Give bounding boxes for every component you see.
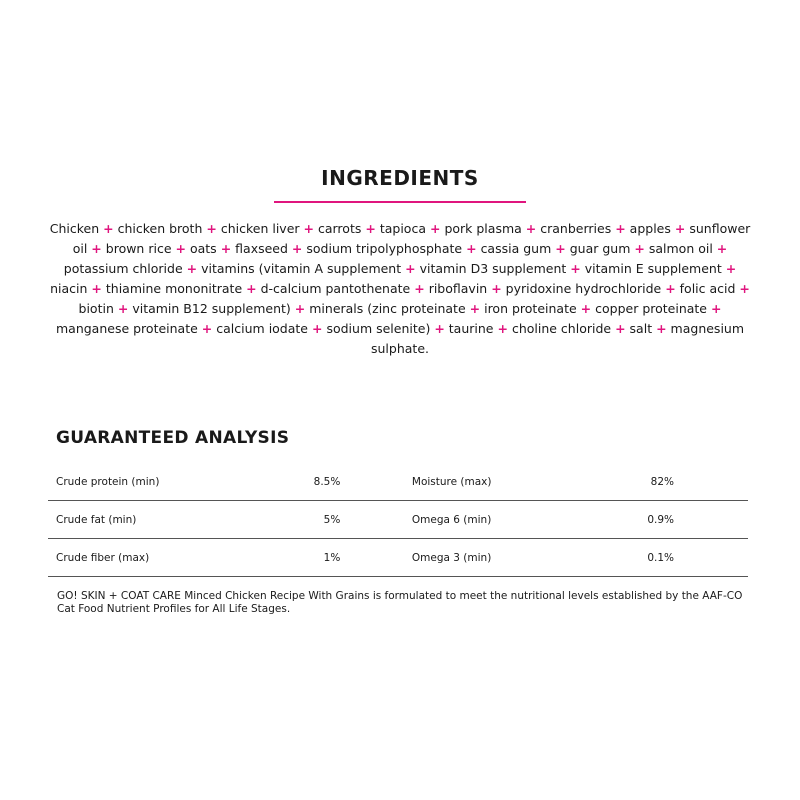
ingredient-item: vitamin D3 supplement (419, 261, 567, 276)
ingredient-item: potassium chloride (63, 261, 183, 276)
analysis-value: 1% (271, 539, 343, 577)
ingredient-item: riboflavin (428, 281, 488, 296)
ingredient-item: vitamin E supplement (584, 261, 722, 276)
separator-plus: + (725, 261, 737, 276)
ingredient-item: minerals (zinc proteinate (309, 301, 466, 316)
ingredient-item: sodium selenite) (326, 321, 431, 336)
separator-plus: + (405, 261, 416, 276)
separator-plus: + (469, 301, 481, 316)
separator-plus: + (91, 281, 102, 296)
ingredient-item: taurine (448, 321, 494, 336)
ingredient-item: chicken broth (117, 221, 203, 236)
ingredient-item: iron proteinate (484, 301, 577, 316)
ingredient-item: sodium tripolyphosphate (306, 241, 463, 256)
guaranteed-analysis-title: GUARANTEED ANALYSIS (56, 428, 290, 448)
ingredient-item: niacin (50, 281, 88, 296)
separator-plus: + (739, 281, 750, 296)
separator-plus: + (91, 241, 102, 256)
ingredient-item: choline chloride (511, 321, 612, 336)
separator-plus: + (414, 281, 425, 296)
ingredient-item: pork plasma (444, 221, 522, 236)
spacer-cell (342, 539, 412, 577)
ingredient-item: flaxseed (235, 241, 288, 256)
ingredient-item: guar gum (569, 241, 631, 256)
separator-plus: + (429, 221, 441, 236)
separator-plus: + (175, 241, 186, 256)
ingredient-item: chicken liver (220, 221, 300, 236)
analysis-value: 5% (271, 501, 343, 539)
ingredient-item: brown rice (105, 241, 172, 256)
separator-plus: + (206, 221, 217, 236)
separator-plus: + (201, 321, 213, 336)
ingredient-item: oats (189, 241, 217, 256)
separator-plus: + (570, 261, 581, 276)
separator-plus: + (303, 221, 314, 236)
separator-plus: + (634, 241, 645, 256)
ingredient-item: apples (629, 221, 671, 236)
ingredient-item: biotin (78, 301, 114, 316)
separator-plus: + (246, 281, 257, 296)
separator-plus: + (497, 321, 508, 336)
analysis-row (48, 463, 748, 501)
separator-plus: + (365, 221, 376, 236)
separator-plus: + (294, 301, 306, 316)
ingredient-item: Chicken (49, 221, 100, 236)
separator-plus: + (665, 281, 676, 296)
separator-plus: + (580, 301, 592, 316)
ingredient-item: salmon oil (648, 241, 713, 256)
ingredient-item: manganese proteinate (55, 321, 198, 336)
analysis-label: Omega 3 (min) (412, 539, 626, 577)
ingredient-item: magnesium sulphate. (371, 321, 745, 356)
separator-plus: + (674, 221, 686, 236)
separator-plus: + (615, 221, 626, 236)
separator-plus: + (117, 301, 129, 316)
separator-plus: + (716, 241, 728, 256)
separator-plus: + (555, 241, 566, 256)
analysis-label: Crude fiber (max) (48, 539, 271, 577)
ingredient-item: pyridoxine hydrochloride (505, 281, 662, 296)
ingredient-item: sunflower oil (72, 221, 751, 256)
separator-plus: + (466, 241, 477, 256)
ingredient-item: copper proteinate (595, 301, 708, 316)
ingredient-item: vitamin B12 supplement) (132, 301, 291, 316)
ingredient-item: calcium iodate (216, 321, 308, 336)
analysis-value: 0.1% (626, 539, 748, 577)
separator-plus: + (711, 301, 722, 316)
ingredient-item: salt (629, 321, 653, 336)
ingredients-underline (274, 201, 526, 203)
separator-plus: + (525, 221, 537, 236)
ingredient-item: vitamins (vitamin A supplement (201, 261, 402, 276)
ingredient-item: cranberries (540, 221, 612, 236)
ingredients-title: INGREDIENTS (321, 166, 479, 190)
analysis-row (48, 539, 748, 577)
separator-plus: + (434, 321, 445, 336)
separator-plus: + (220, 241, 232, 256)
analysis-label: Crude fat (min) (48, 501, 271, 539)
separator-plus: + (311, 321, 323, 336)
separator-plus: + (615, 321, 626, 336)
ingredient-item: cassia gum (480, 241, 552, 256)
ingredient-item: d-calcium pantothenate (260, 281, 411, 296)
analysis-label: Omega 6 (min) (412, 501, 626, 539)
separator-plus: + (186, 261, 198, 276)
analysis-value: 0.9% (626, 501, 748, 539)
footnote: GO! SKIN + COAT CARE Minced Chicken Recipe With Grains is formulated to meet the nutritional levels established by the AAF-CO Cat Food Nutrient Profiles for All Life Stages. (57, 590, 743, 615)
ingredients-list (46, 219, 754, 359)
separator-plus: + (103, 221, 114, 236)
ingredient-item: folic acid (679, 281, 736, 296)
guaranteed-analysis-table (48, 463, 748, 577)
separator-plus: + (656, 321, 667, 336)
spacer-cell (342, 501, 412, 539)
separator-plus: + (291, 241, 303, 256)
analysis-label: Crude protein (min) (48, 463, 271, 501)
analysis-label: Moisture (max) (412, 463, 626, 501)
spacer-cell (342, 463, 412, 501)
ingredient-item: carrots (317, 221, 362, 236)
separator-plus: + (491, 281, 502, 296)
analysis-value: 82% (626, 463, 748, 501)
ingredient-item: tapioca (379, 221, 426, 236)
ingredient-item: thiamine mononitrate (105, 281, 243, 296)
analysis-value: 8.5% (271, 463, 343, 501)
analysis-row (48, 501, 748, 539)
